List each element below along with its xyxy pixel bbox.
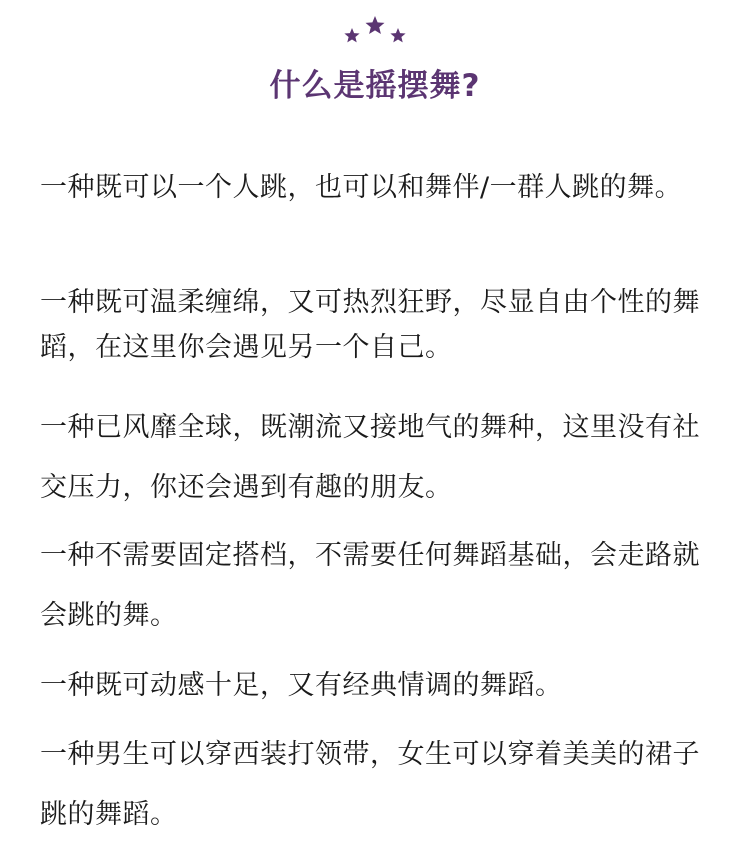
paragraph-dynamic-classic: 一种既可动感十足，又有经典情调的舞蹈。 xyxy=(40,670,563,701)
paragraph-no-partner-needed: 一种不需要固定搭档，不需要任何舞蹈基础，会走路就会跳的舞。 xyxy=(40,540,700,631)
paragraph-solo-or-partner: 一种既可以一个人跳，也可以和舞伴/一群人跳的舞。 xyxy=(40,172,683,203)
star-right-icon xyxy=(390,28,405,42)
star-center-icon xyxy=(366,16,385,34)
three-stars-icon xyxy=(340,14,410,48)
page-title: 什么是摇摆舞? xyxy=(269,68,481,104)
star-left-icon xyxy=(344,28,359,42)
paragraph-gentle-or-wild: 一种既可温柔缠绵，又可热烈狂野，尽显自由个性的舞蹈，在这里你会遇见另一个自己。 xyxy=(40,287,700,363)
paragraph-worldwide-social: 一种已风靡全球，既潮流又接地气的舞种，这里没有社交压力，你还会遇到有趣的朋友。 xyxy=(40,412,700,503)
paragraph-suits-and-dresses: 一种男生可以穿西装打领带，女生可以穿着美美的裙子跳的舞蹈。 xyxy=(40,739,700,830)
